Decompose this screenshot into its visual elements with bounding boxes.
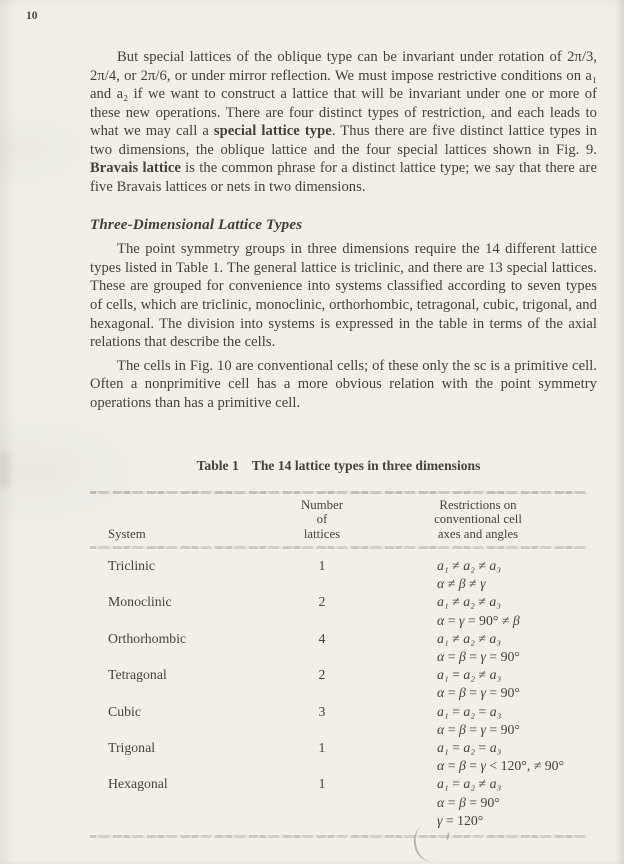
header-line: Restrictions on [439, 498, 517, 512]
lattice-count-cell: 1 [318, 739, 326, 755]
body-paragraph-3: The cells in Fig. 10 are conventional cells; of these only the sc is a primitive cell. Often a nonprimitive cell has a more obvious relation with the point symmetry operations than has a primitive cell. [90, 357, 597, 411]
restriction-line: α ≠ β ≠ γ [437, 576, 486, 592]
table-row [90, 593, 587, 629]
restriction-line: a₁ = a₂ = a₃ [437, 703, 502, 719]
table-row [90, 703, 587, 739]
system-cell: Tetragonal [108, 667, 167, 683]
column-header-system: System [108, 526, 146, 541]
page-number: 10 [26, 10, 38, 22]
lattice-count-cell: 1 [318, 557, 326, 573]
restriction-line: α = β = γ = 90° [437, 648, 520, 664]
table-header-rule [90, 546, 587, 549]
restrictions-cell [369, 775, 587, 830]
lattice-count-cell: 2 [318, 594, 326, 610]
restriction-line: a₁ = a₂ = a₃ [437, 739, 502, 755]
system-cell: Triclinic [108, 557, 156, 573]
lattice-count-cell: 4 [318, 630, 326, 646]
table-row [90, 630, 587, 666]
system-cell: Trigonal [108, 739, 156, 755]
column-header-restrictions [369, 498, 587, 541]
system-cell: Monoclinic [108, 594, 172, 610]
restriction-line: α = β = γ < 120°, ≠ 90° [437, 758, 565, 774]
system-cell: Orthorhombic [108, 630, 187, 646]
restrictions-cell [369, 557, 587, 593]
restriction-line: α = β = 90° [437, 794, 500, 810]
table-title-text: The 14 lattice types in three dimensions [251, 458, 481, 473]
lattice-count-cell: 1 [318, 776, 326, 792]
header-line: Number [301, 498, 343, 512]
table-row [90, 666, 587, 702]
system-cell: Hexagonal [108, 776, 168, 792]
table-row [90, 775, 587, 830]
header-line: conventional cell [434, 512, 522, 527]
restriction-line: α = γ = 90° ≠ β [437, 612, 520, 628]
restriction-line: a₁ = a₂ ≠ a₃ [437, 667, 502, 683]
restrictions-cell [369, 739, 587, 775]
table-header-row [90, 494, 587, 546]
body-paragraph-1: But special lattices of the oblique type can be invariant under rotation of 2π/3, 2π/4, or 2π/6, or under mirror reflection. We must impose restrictive conditions on a₁ and a₂ if we want to construct a lattice that will be invariant under one or more of these new operations. There are four distinct types of restriction, and each leads to what we may call a special lattice type. Thus there are five distinct lattice types in two dimensions, the oblique lattice and the four special lattices shown in Fig. 9. Bravais lattice is the common phrase for a distinct lattice type; we say that there are five Bravais lattices or nets in two dimensions. [90, 49, 597, 195]
lattice-table [90, 491, 587, 838]
lattice-count-cell: 3 [318, 703, 326, 719]
body-paragraph-2: The point symmetry groups in three dimensions require the 14 different lattice types listed in Table 1. The general lattice is triclinic, and there are 13 special lattices. These are grouped for convenience into systems classified according to seven types of cells, which are triclinic, monoclinic, orthorhombic, tetragonal, cubic, trigonal, and hexagonal. The division into systems is expressed in the table in terms of the axial relations that describe the cells. [90, 241, 597, 351]
main-text-column [90, 48, 597, 412]
table-row [90, 739, 587, 775]
restriction-line: a₁ ≠ a₂ ≠ a₃ [437, 557, 502, 573]
restriction-line: a₁ = a₂ ≠ a₃ [437, 776, 502, 792]
restriction-line: α = β = γ = 90° [437, 721, 520, 737]
table-title-label: Table 1 [196, 458, 239, 473]
restriction-line: α = β = γ = 90° [437, 685, 520, 701]
header-line: axes and angles [437, 526, 519, 541]
table-row [90, 557, 587, 593]
section-heading: Three-Dimensional Lattice Types [90, 217, 303, 234]
restrictions-cell [369, 703, 587, 739]
restriction-line: a₁ ≠ a₂ ≠ a₃ [437, 594, 502, 610]
restriction-line: a₁ ≠ a₂ ≠ a₃ [437, 630, 502, 646]
column-header-number [275, 498, 369, 541]
restriction-line: γ = 120° [437, 812, 484, 828]
restrictions-cell [369, 593, 587, 629]
restrictions-cell [369, 630, 587, 666]
header-line: lattices [303, 526, 341, 541]
table-top-rule [90, 491, 587, 494]
table-title [90, 458, 587, 474]
system-cell: Cubic [108, 703, 141, 719]
header-line: of [316, 512, 328, 527]
lattice-count-cell: 2 [318, 667, 326, 683]
table-rows [90, 549, 587, 835]
restrictions-cell [369, 666, 587, 702]
scan-smudge [0, 452, 9, 486]
table-bottom-rule [90, 835, 587, 838]
